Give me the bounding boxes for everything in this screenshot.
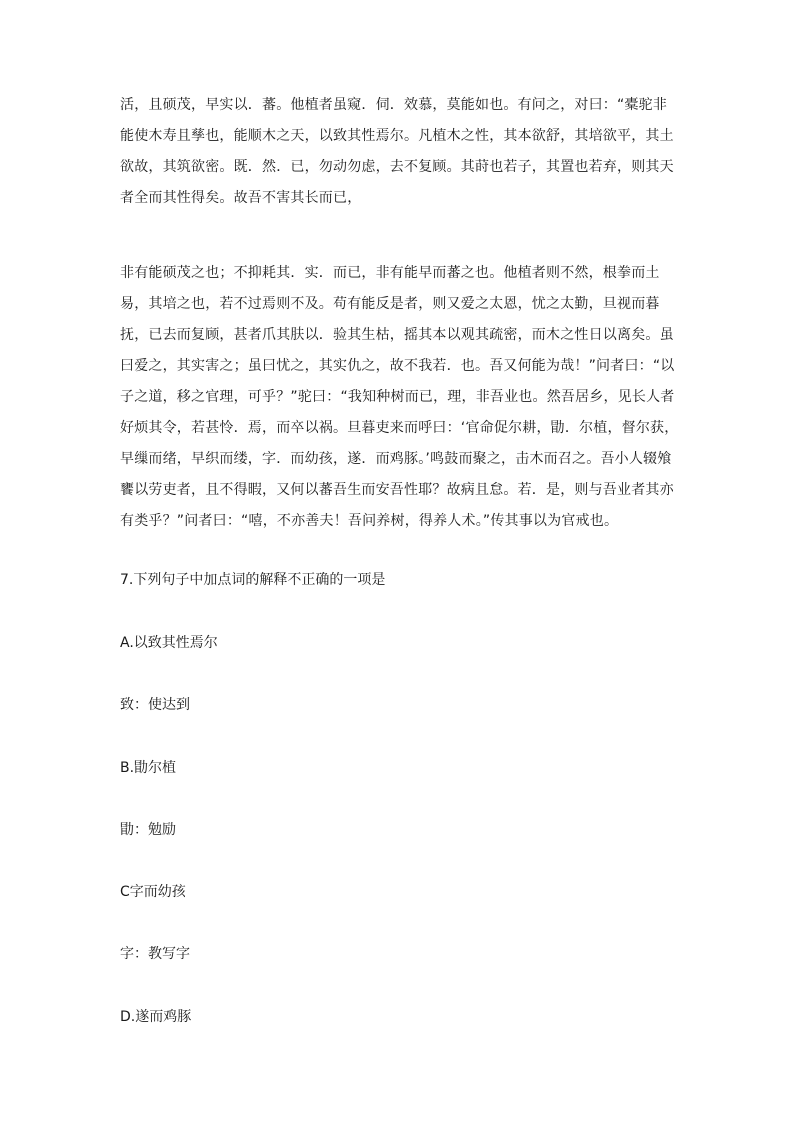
option-b: B.勖尔植 [120, 760, 177, 776]
option-c: C字而幼孩 [120, 884, 186, 900]
question-stem: 7.下列句子中加点词的解释不正确的一项是 [120, 572, 386, 588]
option-d: D.遂而鸡豚 [120, 1009, 192, 1025]
option-c-gloss: 字：教写字 [120, 946, 190, 962]
option-b-gloss: 勖：勉励 [120, 822, 176, 838]
passage-paragraph-2: 非有能硕茂之也；不抑耗其．实．而已，非有能早而蕃之也。他植者则不然，根拳而土易，其培之也，若不过焉则不及。苟有能反是者，则又爱之太恩，忧之太勤，旦视而暮抚，已去而复顾，甚者爪其肤以．验其生枯，摇其本以观其疏密，而木之性日以离矣。虽曰爱之，其实害之；虽曰忧之，其实仇之，故不我若．也。吾又何能为哉！”问者曰：“以子之道，移之官理，可乎？”驼曰：“我知种树而已，理，非吾业也。然吾居乡，见长人者好烦其令，若甚怜．焉，而卒以祸。旦暮吏来而呼曰：‘官命促尔耕，勖．尔植，督尔获，早缫而绪，早织而缕，字．而幼孩，遂．而鸡豚。’鸣鼓而聚之，击木而召之。吾小人辍飧饔以劳吏者，且不得暇，又何以蕃吾生而安吾性耶？故病且怠。若．是，则与吾业者其亦有类乎？”问者曰：“嘻，不亦善夫！吾问养树，得养人术。”传其事以为官戒也。 [120, 265, 679, 529]
option-a-gloss: 致：使达到 [120, 697, 190, 713]
passage-paragraph-1: 活，且硕茂，早实以．蕃。他植者虽窥．伺．效慕，莫能如也。有问之，对曰：“橐驼非能使木寿且孳也，能顺木之天，以致其性焉尔。凡植木之性，其本欲舒，其培欲平，其土欲故，其筑欲密。既．然．已，勿动勿虑，去不复顾。其莳也若子，其置也若弃，则其天者全而其性得矣。故吾不害其长而已， [120, 97, 674, 206]
option-a: A.以致其性焉尔 [120, 635, 218, 651]
